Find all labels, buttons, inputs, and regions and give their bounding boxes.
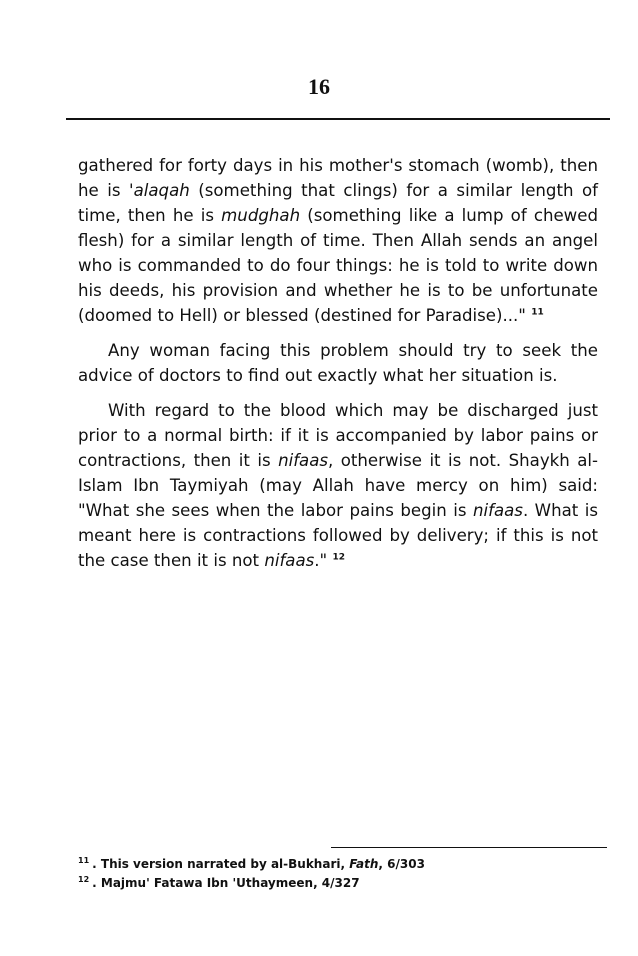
- footnote-rule: [331, 847, 607, 848]
- header-rule: [66, 118, 610, 120]
- p3-term-nifaas-3: nifaas: [264, 551, 315, 570]
- footnote-text: . Majmu' Fatawa Ibn 'Uthaymeen, 4/327: [92, 876, 360, 890]
- page-number: 16: [308, 74, 330, 99]
- p1-term-alaqah: alaqah: [133, 181, 190, 200]
- p3-term-nifaas-1: nifaas: [278, 451, 329, 470]
- footnote-source-title: Fath: [349, 857, 379, 871]
- p1-text-2: (something that clings) for a similar length of time, then he is: [78, 181, 598, 225]
- p3-text-2: , otherwise it is not. Shaykh al-Islam Ibn Taymiyah (may Allah have mercy on him) said: "What she sees when the labor pains begin is: [78, 451, 599, 520]
- p3-text-4: .": [314, 551, 333, 570]
- footnote-ref-11: 11: [531, 307, 544, 318]
- p3-term-nifaas-2: nifaas: [472, 501, 523, 520]
- footnote-text: , 6/303: [378, 857, 425, 871]
- footnote-11: [78, 855, 608, 874]
- p1-text-3: (something like a lump of chewed flesh) for a similar length of time. Then Allah sends an angel who is commanded to do four things: he is told to write down his deeds, his provision and whether he is to be unfortunate (doomed to Hell) or blessed (destined for Paradise)...": [78, 206, 598, 325]
- paragraph-2: Any woman facing this problem should try to seek the advice of doctors to find out exactly what her situation is.: [78, 341, 598, 385]
- footnote-ref-12: 12: [332, 552, 345, 563]
- paragraph-3: [78, 398, 598, 573]
- p3-text-1: With regard to the blood which may be discharged just prior to a normal birth: if it is accompanied by labor pains or contractions, then it is: [78, 401, 598, 470]
- footnote-number: 12: [78, 875, 90, 884]
- footnote-12: [78, 874, 608, 893]
- footnote-text: . This version narrated by al-Bukhari,: [92, 857, 350, 871]
- p1-text-1: gathered for forty days in his mother's stomach (womb), then he is ': [78, 156, 598, 200]
- footnote-number: 11: [78, 856, 90, 865]
- body-text: [78, 153, 598, 583]
- p1-term-mudghah: mudghah: [221, 206, 301, 225]
- footnotes: [78, 855, 608, 893]
- paragraph-1: [78, 153, 598, 328]
- p3-text-3: . What is meant here is contractions followed by delivery; if this is not the case then it is not: [78, 501, 598, 570]
